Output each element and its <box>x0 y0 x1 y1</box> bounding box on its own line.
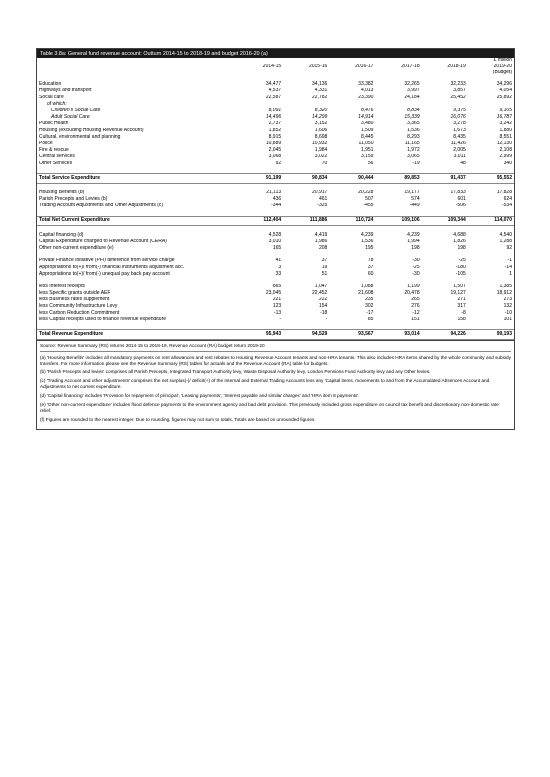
cell-value: 114,070 <box>468 216 514 226</box>
table-row <box>37 196 514 203</box>
cell-value: 3,010 <box>268 238 282 245</box>
cell-value: 8,091 <box>268 107 282 114</box>
cell-value: 151 <box>411 316 420 323</box>
cell-value: 92 <box>275 160 282 166</box>
cell-value: 1,984 <box>314 147 328 153</box>
table-row <box>37 310 514 317</box>
cell-value: 14,496 <box>265 114 282 120</box>
table-row <box>37 265 514 272</box>
cell-value: -325 <box>317 202 328 209</box>
cell-value: -449 <box>409 202 420 209</box>
cell-value: 221 <box>272 296 282 303</box>
cell-value: 2,999 <box>499 153 512 160</box>
row-label: Other non-current expenditure (e) <box>39 245 114 251</box>
row-label: Private Finance Initiative (PFI) difference from service charge <box>39 257 175 264</box>
cell-value: 90,444 <box>329 174 375 184</box>
footnote: (d) 'Capital financing' includes 'Provision for repayment of principal', 'Leasing payments', 'Interest payable and similar charges' and 'HRA item 8 payments'. <box>40 393 360 399</box>
cell-value: -30 <box>412 271 420 277</box>
table-row <box>37 330 514 340</box>
cell-value: 37 <box>367 264 374 270</box>
cell-value <box>329 101 375 108</box>
cell-value: 3,242 <box>499 121 512 127</box>
revenue-account-table <box>37 58 514 340</box>
cell-value: -14 <box>504 264 512 270</box>
revenue-table-sheet <box>36 48 515 430</box>
cell-value: 265 <box>411 296 420 303</box>
cell-value: 19 <box>321 264 328 270</box>
table-row <box>37 134 514 141</box>
cell-value: 574 <box>411 196 420 202</box>
cell-value: 4,688 <box>453 232 466 238</box>
cell-value: 18,912 <box>496 290 512 296</box>
cell-value: -17 <box>366 310 374 316</box>
cell-value: -105 <box>455 271 466 277</box>
table-row <box>37 154 514 161</box>
row-label: Appropriations to(+)/ from(-) financial instruments adjustment acc. <box>39 264 185 270</box>
cell-value: -13 <box>273 310 282 316</box>
cell-value: -30 <box>412 257 420 264</box>
cell-value: 101 <box>503 316 512 323</box>
cell-value: 112,404 <box>237 216 283 226</box>
table-row <box>37 297 514 304</box>
cell-value: 19,127 <box>450 290 466 296</box>
cell-value: 90,834 <box>283 174 329 184</box>
cell-value: 78 <box>367 257 374 264</box>
cell-value: 3,068 <box>268 153 282 160</box>
cell-value: 1,507 <box>453 283 466 290</box>
row-label: Social care <box>39 94 64 101</box>
row-label: Education <box>39 81 62 87</box>
cell-value: -25 <box>412 264 420 270</box>
cell-value: 273 <box>503 296 512 303</box>
cell-value: 9,375 <box>453 107 466 114</box>
cell-value: 4,013 <box>360 88 374 94</box>
row-label: Adult Social Care <box>51 114 90 120</box>
cell-value: 624 <box>503 196 512 202</box>
units-label: £ million <box>493 58 512 64</box>
row-label: Cultural, environmental and planning <box>39 134 121 140</box>
budget-note: (Budget) <box>492 69 512 75</box>
cell-value: 507 <box>365 196 374 202</box>
cell-value: -12 <box>412 310 420 316</box>
cell-value: 11,050 <box>358 140 374 147</box>
cell-value: 1,673 <box>453 127 466 134</box>
row-label: less Carbon Reduction Commitment <box>39 310 120 316</box>
row-label: Housing (excluding Housing Revenue Account) <box>39 127 144 134</box>
table-title: Table 3.8a: General fund revenue account: Outturn 2014-15 to 2018-19 and budget 2016-20 (a) <box>37 49 514 58</box>
cell-value: 3,011 <box>453 153 466 160</box>
cell-value: 4,054 <box>499 88 512 94</box>
column-header: 2014-15 <box>262 63 282 69</box>
cell-value: 3,278 <box>453 121 466 127</box>
cell-value <box>237 101 283 108</box>
cell-value: 95,943 <box>237 330 283 340</box>
table-row <box>37 147 514 154</box>
cell-value: -25 <box>458 257 466 264</box>
row-label: Police <box>39 140 53 147</box>
cell-value: 4,540 <box>499 232 512 238</box>
cell-value: 4,239 <box>407 232 420 238</box>
cell-value: 1,047 <box>314 283 328 290</box>
row-label: Total Net Current Expenditure <box>37 216 237 226</box>
cell-value: 16,787 <box>496 114 512 120</box>
cell-value: 111,886 <box>283 216 329 226</box>
cell-value: -506 <box>455 202 466 209</box>
cell-value: 16,076 <box>450 114 466 120</box>
cell-value: 32,233 <box>450 81 466 87</box>
cell-value: 3,152 <box>314 121 328 127</box>
cell-value: 158 <box>457 316 466 323</box>
cell-value: 4,528 <box>268 232 282 238</box>
cell-value: 302 <box>365 303 374 309</box>
cell-value: 8,834 <box>407 107 420 114</box>
cell-value: 198 <box>411 245 420 251</box>
cell-value: 51 <box>321 271 328 277</box>
cell-value: 8,293 <box>407 134 420 140</box>
cell-value: 198 <box>457 245 466 251</box>
cell-value: -18 <box>320 310 328 316</box>
table-row <box>37 88 514 95</box>
cell-value: 23,390 <box>358 94 374 101</box>
cell-value: 4,537 <box>268 88 282 94</box>
cell-value: 1,536 <box>360 238 374 245</box>
cell-value <box>283 101 329 108</box>
cell-value: 1,509 <box>360 127 374 134</box>
column-header: 2017-18 <box>401 63 420 69</box>
cell-value: 33,382 <box>358 81 374 87</box>
row-label: Fire & rescue <box>39 147 69 153</box>
cell-value: 91,437 <box>422 174 468 184</box>
cell-value: -8 <box>461 310 466 316</box>
cell-value: 4,239 <box>360 232 374 238</box>
column-header: 2016-17 <box>355 63 374 69</box>
table-row <box>37 141 514 148</box>
cell-value: 15,339 <box>404 114 420 120</box>
cell-value: 14,299 <box>312 114 328 120</box>
cell-value: - <box>325 316 328 323</box>
cell-value: 10,889 <box>265 140 282 147</box>
cell-value: 2,045 <box>268 147 282 153</box>
cell-value: 271 <box>457 296 466 303</box>
table-row <box>37 290 514 297</box>
cell-value: 1,880 <box>499 127 512 134</box>
table-row <box>37 108 514 115</box>
row-label: Trading Account Adjustments and Other Adjustments (c) <box>39 202 164 209</box>
cell-value: 32,265 <box>404 81 420 87</box>
table-row <box>37 101 514 108</box>
cell-value: 340 <box>503 160 512 166</box>
cell-value: 9,105 <box>499 107 512 114</box>
row-label: less Specific grants outside AEF <box>39 290 111 296</box>
cell-value: 25,452 <box>450 94 466 101</box>
cell-value: 56 <box>367 160 374 166</box>
table-row <box>37 284 514 291</box>
table-row <box>37 121 514 128</box>
row-label: Capital Expenditure charged to Revenue Account (CERA) <box>39 238 167 245</box>
table-row <box>37 174 514 184</box>
column-header: 2018-19 <box>447 63 466 69</box>
table-row <box>37 232 514 239</box>
footnote: (c) 'Trading Account and other adjustments' comprises the net surplus(-)/ deficit(+) of the Internal and External Trading Accounts less any 'Capital items, movements to and from the Accumulated Absences Account and Adjustments to net current expenditure. <box>40 378 490 390</box>
source-note: Source: Revenue Summary (RS) returns 2014-15 to 2018-19, Revenue Account (RA) budget return 2019-20 <box>40 343 511 352</box>
cell-value: 85 <box>367 316 374 323</box>
cell-value: 22,587 <box>265 94 282 101</box>
cell-value: 2,005 <box>453 147 466 153</box>
row-label: less Community Infrastructure Levy <box>39 303 118 309</box>
cell-value: 1,826 <box>453 238 466 245</box>
table-row <box>37 245 514 252</box>
table-row <box>37 81 514 88</box>
cell-value: 93,014 <box>375 330 421 340</box>
cell-value: 70 <box>321 160 328 166</box>
note-list <box>40 355 511 423</box>
cell-value: 14,914 <box>358 114 374 120</box>
table-row <box>37 128 514 135</box>
cell-value: 3,159 <box>360 153 374 160</box>
cell-value: 48 <box>460 160 466 166</box>
row-label: Capital financing (d) <box>39 232 84 238</box>
column-header: 2015-16 <box>308 63 328 69</box>
footnotes <box>37 340 514 429</box>
cell-value: -534 <box>501 202 512 209</box>
cell-value <box>468 101 514 108</box>
row-label: Central services <box>39 153 75 160</box>
table-row <box>37 317 514 324</box>
cell-value: 8,915 <box>268 134 282 140</box>
cell-value: 10,932 <box>312 140 328 147</box>
cell-value: 1,088 <box>360 283 374 290</box>
cell-value: 4,331 <box>314 88 328 94</box>
cell-value: 17,828 <box>496 189 512 196</box>
cell-value: 1,385 <box>499 283 512 290</box>
table-row <box>37 161 514 168</box>
cell-value: 1,951 <box>360 147 374 153</box>
cell-value: -344 <box>271 202 282 209</box>
row-label: Housing Benefits (b) <box>39 189 85 196</box>
cell-value: 195 <box>365 245 374 251</box>
cell-value: 33 <box>275 271 282 277</box>
cell-value: 208 <box>318 245 328 251</box>
cell-value: 276 <box>411 303 420 309</box>
cell-value: 92 <box>506 245 512 251</box>
cell-value: 123 <box>272 303 282 309</box>
cell-value: 8,551 <box>499 134 512 140</box>
cell-value: 22,452 <box>312 290 328 296</box>
table-row <box>37 271 514 278</box>
footnote: (a) 'Housing Benefits' includes all mandatory payments on rent allowances and rent rebates to Housing Revenue Account tenants and non-HRA tenants. This also includes HRA items shared by the whole community and subsidy transfers. For more information please see the Revenue Summary (RS) tables for actuals and the Revenue Account (RA) table for budgets. <box>40 354 511 366</box>
cell-value: 1,606 <box>314 127 328 134</box>
cell-value: 8,476 <box>360 107 374 114</box>
cell-value: 8,698 <box>314 134 328 140</box>
cell-value: 95,552 <box>468 174 514 184</box>
cell-value <box>422 101 468 108</box>
cell-value: 154 <box>318 303 328 309</box>
cell-value: 19,177 <box>404 189 420 196</box>
cell-value: 24,184 <box>404 94 420 101</box>
cell-value: 109,106 <box>375 216 421 226</box>
cell-value: -10 <box>504 310 512 316</box>
cell-value: -455 <box>363 202 374 209</box>
cell-value: 93,567 <box>329 330 375 340</box>
cell-value: 37 <box>321 257 328 264</box>
cell-value: 3,857 <box>453 88 466 94</box>
cell-value: 99,193 <box>468 330 514 340</box>
table-row <box>37 114 514 121</box>
row-label: Children's Social Care <box>51 107 101 114</box>
row-label: less Interest receipts <box>39 283 85 290</box>
cell-value: 110,724 <box>329 216 375 226</box>
row-label: of which: <box>47 101 67 107</box>
cell-value: 34,296 <box>496 81 512 87</box>
cell-value: 21,608 <box>358 290 374 296</box>
cell-value: 3,997 <box>407 88 420 94</box>
cell-value: 317 <box>457 303 466 309</box>
cell-value: 1,972 <box>407 147 420 153</box>
cell-value: 1,288 <box>499 238 512 245</box>
cell-value: 34,136 <box>312 81 328 87</box>
cell-value: 91,199 <box>237 174 283 184</box>
row-label: less Capital receipts used to finance revenue expenditure <box>39 316 167 323</box>
cell-value: 34,477 <box>265 81 282 87</box>
footnote: (b) 'Parish Precepts and levies' comprises all Parish Precepts, Integrated Transport Authority levy, Waste Disposal Authority levy, London Pensions Fund Authority levy and any Other levies. <box>40 369 431 375</box>
row-label: Total Revenue Expenditure <box>37 330 237 340</box>
cell-value: 461 <box>318 196 328 202</box>
cell-value: 12,130 <box>496 140 512 147</box>
cell-value: 132 <box>503 303 512 309</box>
cell-value: 2,737 <box>268 121 282 127</box>
cell-value: 17,833 <box>450 189 466 196</box>
table-row <box>37 239 514 246</box>
cell-value: 94,529 <box>283 330 329 340</box>
cell-value: -1 <box>507 257 512 264</box>
cell-value: 235 <box>365 296 374 303</box>
cell-value: 41 <box>275 257 282 264</box>
footnote: (e) 'Other non-current expenditure' includes flood defence payments to the environment agency and bad debt provision. This previously included gross expenditure on council tax benefit and discretionary non-domestic rate relief. <box>40 401 499 413</box>
table-row <box>37 190 514 197</box>
row-label: less Business rates supplement <box>39 296 110 303</box>
table-row <box>37 203 514 210</box>
cell-value: 601 <box>457 196 466 202</box>
row-label: Other Services <box>39 160 73 166</box>
cell-value: 3 <box>278 264 282 270</box>
cell-value: 11,426 <box>450 140 466 147</box>
cell-value: 1,199 <box>407 283 420 290</box>
cell-value: 94,226 <box>422 330 468 340</box>
cell-value: 1,852 <box>268 127 282 134</box>
cell-value: 436 <box>272 196 282 202</box>
cell-value: 21,113 <box>266 189 282 196</box>
cell-value: 20,478 <box>404 290 420 296</box>
cell-value: 222 <box>318 296 328 303</box>
column-header: 2019-20 <box>493 63 512 69</box>
cell-value: 109,344 <box>422 216 468 226</box>
cell-value: 1,994 <box>407 238 420 245</box>
row-label: Total Service Expenditure <box>37 174 237 184</box>
cell-value: 22,782 <box>312 94 328 101</box>
cell-value: 60 <box>367 271 374 277</box>
table-body <box>37 81 514 339</box>
cell-value: 1 <box>509 271 512 277</box>
cell-value: 865 <box>272 283 282 290</box>
table-row <box>37 303 514 310</box>
cell-value: 8,320 <box>314 107 328 114</box>
cell-value: 3,065 <box>407 153 420 160</box>
cell-value: 1,986 <box>314 238 328 245</box>
cell-value <box>375 101 421 108</box>
cell-value: 1,536 <box>407 127 420 134</box>
cell-value: 3,022 <box>314 153 328 160</box>
cell-value: 3,365 <box>407 121 420 127</box>
cell-value: 89,853 <box>375 174 421 184</box>
cell-value: 3,480 <box>360 121 374 127</box>
cell-value: 25,892 <box>496 94 512 101</box>
cell-value: 8,445 <box>360 134 374 140</box>
cell-value: 2,108 <box>499 147 512 153</box>
cell-value: 4,419 <box>314 232 328 238</box>
cell-value: 8,435 <box>453 134 466 140</box>
cell-value: 20,917 <box>312 189 328 196</box>
cell-value: 11,165 <box>404 140 420 147</box>
cell-value: -180 <box>455 264 466 270</box>
cell-value: 23,045 <box>265 290 282 296</box>
cell-value: - <box>279 316 282 323</box>
cell-value: -19 <box>412 160 420 166</box>
table-row <box>37 95 514 102</box>
footnote: (f) Figures are rounded to the nearest integer. Due to rounding, figures may not sum to totals. Totals are based on unrounded figures. <box>40 416 316 422</box>
row-label: Appropriations to(+)/ from(-) unequal pay back pay account <box>39 271 170 277</box>
table-row <box>37 258 514 265</box>
cell-value: 20,228 <box>358 189 374 196</box>
row-label: Highways and transport <box>39 88 92 94</box>
row-label: Public Health <box>39 121 69 127</box>
cell-value: 165 <box>272 245 282 251</box>
table-row <box>37 216 514 226</box>
row-label: Parish Precepts and Levies (b) <box>39 196 108 202</box>
